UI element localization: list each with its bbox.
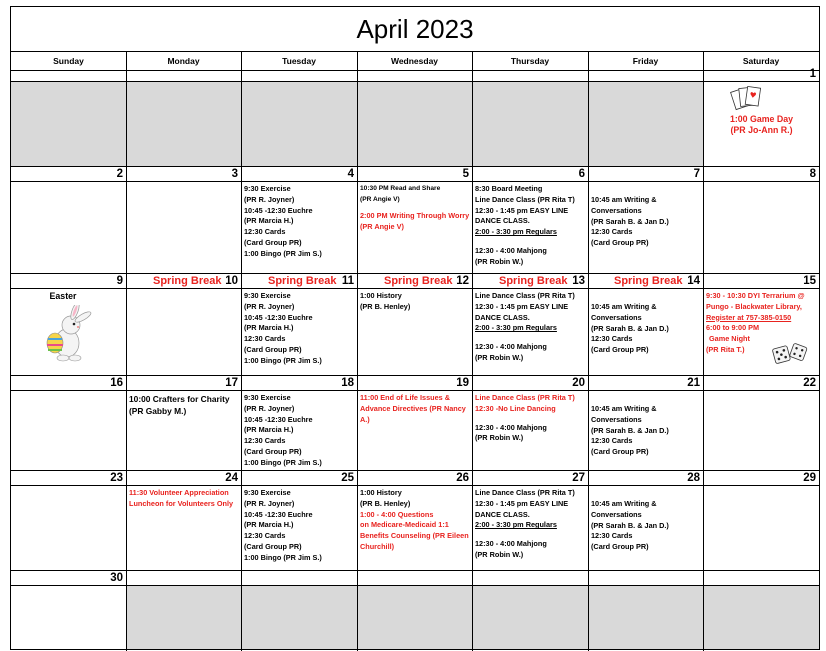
date-12: 12 — [456, 275, 469, 287]
day-cell-4: 9:30 Exercise (PR R. Joyner) 10:45 -12:30 Euchre (PR Marcia H.) 12:30 Cards (Card Group PR) 1:00 Bingo (PR Jim S.) — [244, 184, 322, 258]
empty-day — [242, 82, 357, 166]
empty-day — [127, 82, 241, 166]
calendar-title: April 2023 — [356, 14, 474, 44]
day-cell-21: 10:45 am Writing & Conversations (PR Sarah B. & Jan D.) 12:30 Cards (Card Group PR) — [591, 404, 669, 457]
day-cell-1 — [704, 82, 819, 166]
date-28: 28 — [687, 472, 700, 484]
empty-day — [473, 82, 588, 166]
day-cell-26: 1:00 History (PR B. Henley) 1:00 - 4:00 Questions on Medicare-Medicaid 1:1 Benefits Counseling (PR Eileen Churchill) — [360, 488, 469, 551]
date-16: 16 — [110, 377, 123, 389]
day-cell-6: 8:30 Board Meeting Line Dance Class (PR Rita T) 12:30 - 1:45 pm EASY LINE DANCE CLASS. 2:00 - 3:30 pm Regulars 12:30 - 4:00 Mahjong (PR Robin W.) — [475, 184, 575, 266]
spring-break-label: Spring Break — [268, 275, 337, 287]
date-22: 22 — [803, 377, 816, 389]
date-29: 29 — [803, 472, 816, 484]
date-11: 11 — [341, 275, 354, 287]
date-10: 10 — [225, 275, 238, 287]
day-cell-27: Line Dance Class (PR Rita T) 12:30 - 1:45 pm EASY LINE DANCE CLASS. 2:00 - 3:30 pm Regulars 12:30 - 4:00 Mahjong (PR Robin W.) — [475, 488, 575, 559]
weekday-thursday: Thursday — [510, 56, 550, 66]
easter-label: Easter — [49, 291, 77, 301]
empty-day — [242, 586, 357, 649]
day-cell-7: 10:45 am Writing & Conversations (PR Sarah B. & Jan D.) 12:30 Cards (Card Group PR) — [591, 195, 669, 248]
empty-day — [358, 82, 472, 166]
weekday-header — [11, 51, 819, 71]
weekday-monday: Monday — [167, 56, 200, 66]
event-text: (PR Jo-Ann R.) — [730, 125, 793, 135]
date-7: 7 — [693, 168, 700, 180]
spring-break-label: Spring Break — [499, 275, 568, 287]
day-cell-28: 10:45 am Writing & Conversations (PR Sarah B. & Jan D.) 12:30 Cards (Card Group PR) — [591, 499, 669, 552]
day-cell-15: 9:30 - 10:30 DYI Terrarium @ Pungo - Blackwater Library, Register at 757-385-0150 6:00 to 9:00 PM Game Night (PR Rita T.) — [704, 289, 819, 375]
date-25: 25 — [341, 472, 354, 484]
empty-day — [127, 586, 241, 649]
weekday-tuesday: Tuesday — [282, 56, 316, 66]
empty-day — [589, 586, 703, 649]
empty-day — [473, 586, 588, 649]
day-cell-11: 9:30 Exercise (PR R. Joyner) 10:45 -12:30 Euchre (PR Marcia H.) 12:30 Cards (Card Group PR) 1:00 Bingo (PR Jim S.) — [244, 291, 322, 365]
day-cell-24: 11:30 Volunteer Appreciation Luncheon for Volunteers Only — [129, 488, 234, 508]
day-cell-13: Line Dance Class (PR Rita T) 12:30 - 1:45 pm EASY LINE DANCE CLASS. 2:00 - 3:30 pm Regulars 12:30 - 4:00 Mahjong (PR Robin W.) — [475, 291, 575, 362]
date-21: 21 — [687, 377, 700, 389]
spring-break-label: Spring Break — [614, 275, 683, 287]
weekday-sunday: Sunday — [53, 56, 84, 66]
date-19: 19 — [456, 377, 469, 389]
day-cell-25: 9:30 Exercise (PR R. Joyner) 10:45 -12:30 Euchre (PR Marcia H.) 12:30 Cards (Card Group PR) 1:00 Bingo (PR Jim S.) — [244, 488, 322, 562]
date-4: 4 — [347, 168, 354, 180]
day-cell-12: 1:00 History (PR B. Henley) — [360, 291, 411, 311]
date-9: 9 — [116, 275, 123, 287]
day-cell-5: 10:30 PM Read and Share (PR Angie V) 2:00 PM Writing Through Worry (PR Angie V) — [360, 185, 470, 231]
weekday-friday: Friday — [632, 56, 659, 66]
empty-day — [11, 82, 126, 166]
dice-icon — [770, 341, 810, 367]
day-cell-19: 11:00 End of Life Issues & Advance Directives (PR Nancy A.) — [360, 393, 466, 424]
playing-cards-icon — [730, 84, 766, 114]
day-cell-20: Line Dance Class (PR Rita T) 12:30 -No Line Dancing 12:30 - 4:00 Mahjong (PR Robin W.) — [475, 393, 575, 443]
day-cell-17: 10:00 Crafters for Charity (PR Gabby M.) — [129, 394, 230, 416]
date-5: 5 — [462, 168, 469, 180]
date-23: 23 — [110, 472, 123, 484]
date-13: 13 — [572, 275, 585, 287]
date-14: 14 — [687, 275, 700, 287]
empty-day — [589, 82, 703, 166]
date-30: 30 — [110, 572, 123, 584]
date-6: 6 — [578, 168, 585, 180]
date-18: 18 — [341, 377, 354, 389]
date-15: 15 — [803, 275, 816, 287]
weekday-saturday: Saturday — [742, 56, 780, 66]
date-2: 2 — [116, 168, 123, 180]
event-text: 1:00 Game Day — [729, 114, 794, 124]
day-cell-14: 10:45 am Writing & Conversations (PR Sarah B. & Jan D.) 12:30 Cards (Card Group PR) — [591, 302, 669, 355]
date-26: 26 — [456, 472, 469, 484]
empty-day — [358, 586, 472, 649]
date-17: 17 — [225, 377, 238, 389]
date-20: 20 — [572, 377, 585, 389]
easter-bunny-icon — [37, 305, 97, 363]
date-24: 24 — [225, 472, 238, 484]
date-1: 1 — [809, 68, 816, 80]
weekday-wednesday: Wednesday — [390, 56, 439, 66]
date-3: 3 — [231, 168, 238, 180]
day-cell-9 — [11, 289, 126, 375]
date-8: 8 — [809, 168, 816, 180]
spring-break-label: Spring Break — [153, 275, 222, 287]
day-cell-18: 9:30 Exercise (PR R. Joyner) 10:45 -12:30 Euchre (PR Marcia H.) 12:30 Cards (Card Group PR) 1:00 Bingo (PR Jim S.) — [244, 393, 322, 467]
date-27: 27 — [572, 472, 585, 484]
empty-day — [704, 586, 819, 649]
calendar — [10, 6, 820, 650]
spring-break-label: Spring Break — [384, 275, 453, 287]
